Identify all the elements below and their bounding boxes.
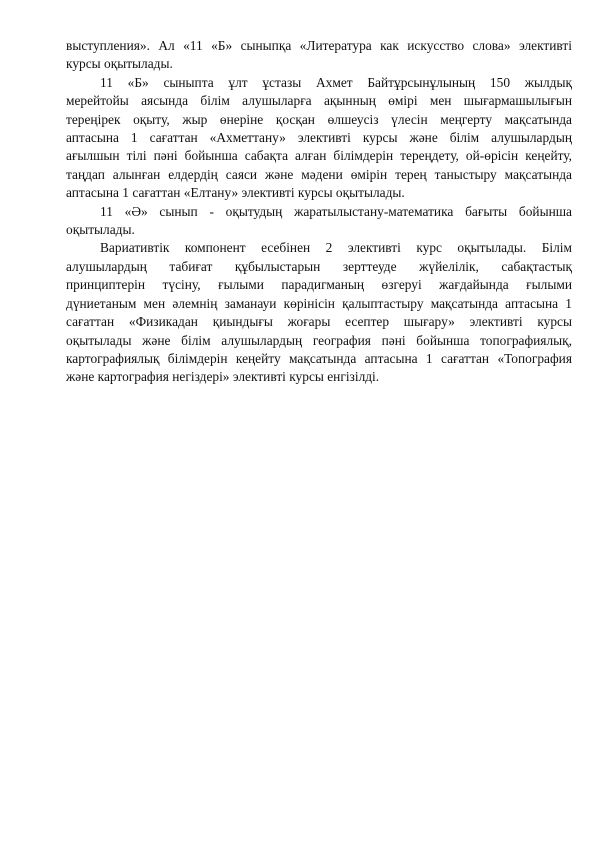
text-line: ағылшын тілі пәні бойынша сабақта алған білімдерін тереңдету, ой-өрісін кеңейту, [66,148,572,164]
text-line: 11 «Б» сыныпта ұлт ұстазы Ахмет Байтұрсынұлының 150 жылдық [100,74,572,90]
text-line: курсы оқытылады. [66,56,173,72]
text-line: дүниетаным мен әлемнің заманауи көрінісін қалыптастыру мақсатында аптасына 1 [66,295,572,311]
text-line: аптасына 1 сағаттан «Елтану» элективті курсы оқытылады. [66,185,405,201]
paragraph-3 [66,203,572,240]
paragraph-4 [66,239,572,386]
text-line: таңдап алынған елдердің саяси және мәдени өмірін терең таныстыру мақсатында [66,166,572,182]
text-line: аптасына 1 сағаттан «Ахметтану» элективті курсы және білім алушылардың [66,130,572,146]
text-line: оқытылады және білім алушылардың география пәні бойынша топографиялық, [66,332,572,348]
paragraph-2 [66,74,572,203]
text-line: оқытылады. [66,222,135,238]
text-line: принциптерін түсіну, ғылыми парадигманың өзгеруі жағдайында ғылыми [66,277,572,293]
text-line: мерейтойы аясында білім алушыларға ақынның өмірі мен шығармашылығын [66,93,572,109]
text-line: 11 «Ә» сынып - оқытудың жаратылыстану-математика бағыты бойынша [100,203,572,219]
text-line: выступления». Ал «11 «Б» сыныпқа «Литература как искусство слова» элективті [66,38,572,53]
document-body [66,37,572,387]
text-line: картографиялық білімдерін кеңейту мақсатында аптасына 1 сағаттан «Топография [66,350,572,366]
paragraph-1 [66,37,572,74]
text-line: Вариативтік компонент есебінен 2 элективті курс оқытылады. Білім [100,240,572,256]
text-line: және картография негіздері» элективті курсы енгізілді. [66,369,380,385]
text-line: алушылардың табиғат құбылыстарын зерттеуде жүйелілік, сабақтастық [66,258,572,274]
text-line: сағаттан «Физикадан қиындығы жоғары есептер шығару» элективті курсы [66,314,572,330]
text-line: тереңірек оқыту, жыр өнеріне қосқан өлшеусіз үлесін меңгерту мақсатында [66,111,572,127]
